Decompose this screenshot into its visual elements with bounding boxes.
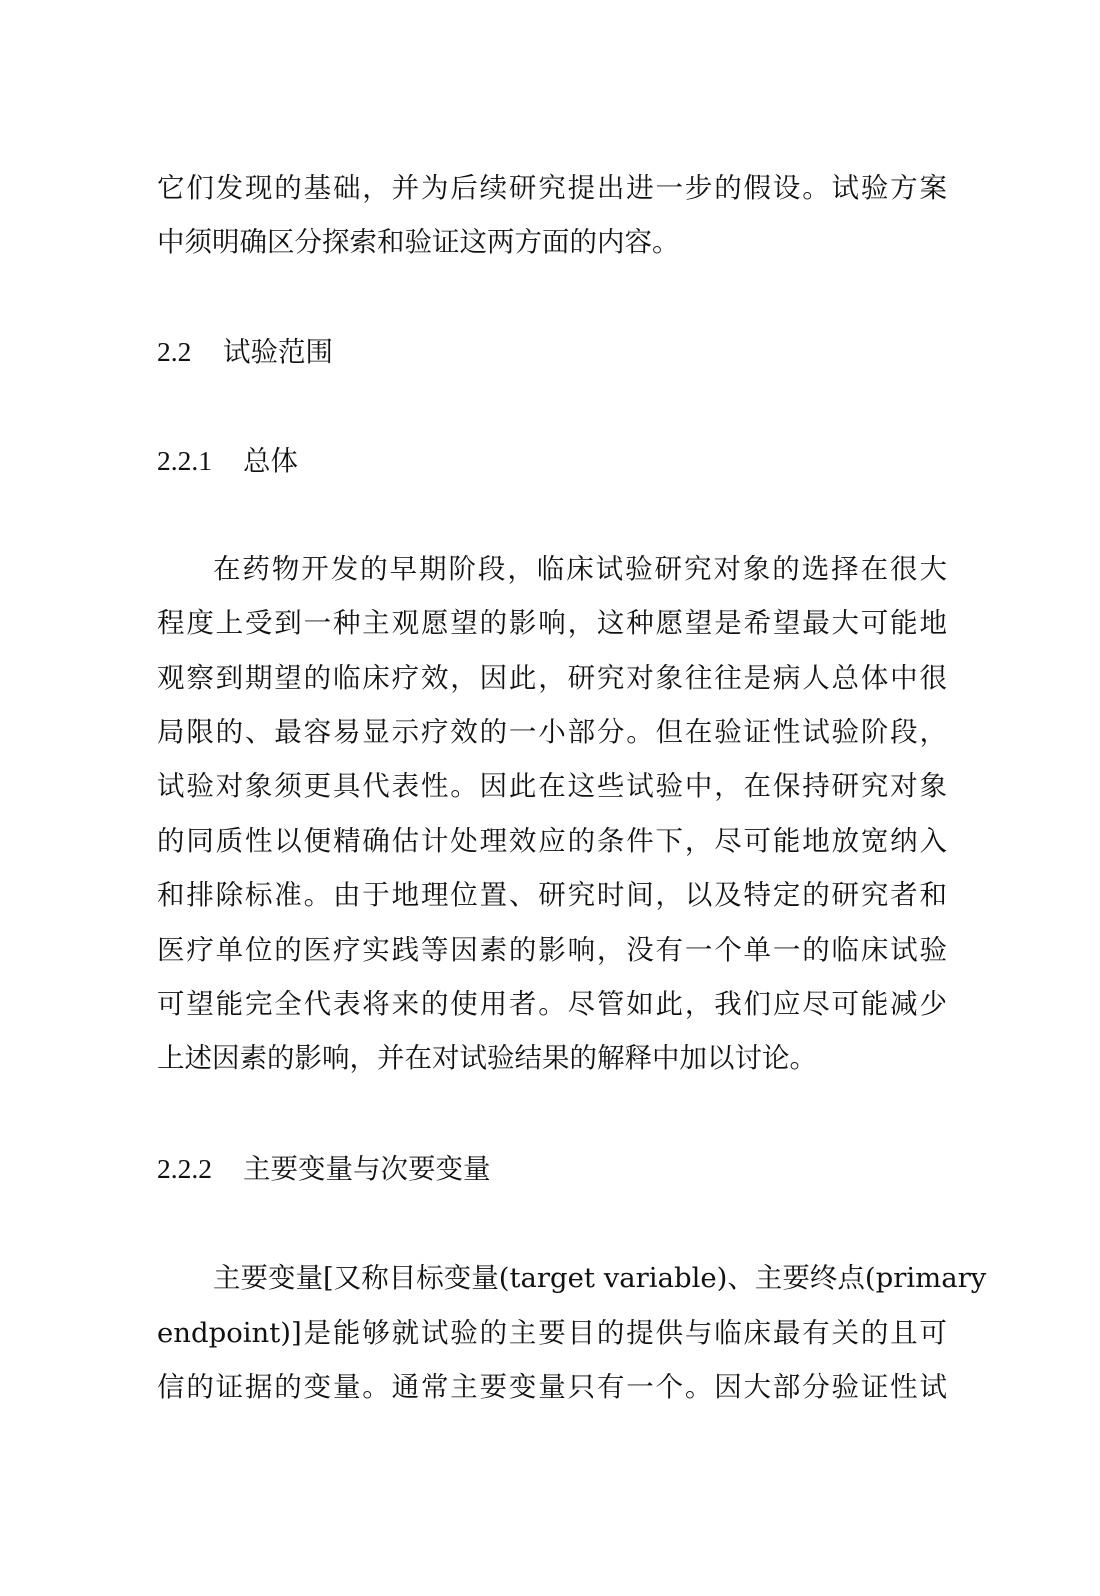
paragraph-2-2-1-line-2: 程度上受到一种主观愿望的影响，这种愿望是希望最大可能地 [157,607,947,639]
intro-line-2: 中须明确区分探索和验证这两方面的内容。 [157,226,680,258]
paragraph-2-2-1-line-5: 试验对象须更具代表性。因此在这些试验中，在保持研究对象 [157,770,947,802]
paragraph-2-2-1-line-10: 上述因素的影响，并在对试验结果的解释中加以讨论。 [157,1042,817,1074]
section-title: 主要变量与次要变量 [243,1153,491,1185]
section-heading-2-2 [157,334,333,370]
paragraph-2-2-2-line-1: 主要变量[又称目标变量(target variable)、主要终点(primary [213,1262,987,1294]
paragraph-2-2-1-line-8: 医疗单位的医疗实践等因素的影响，没有一个单一的临床试验 [157,934,947,966]
paragraph-2-2-1-line-1: 在药物开发的早期阶段，临床试验研究对象的选择在很大 [213,553,947,585]
section-title: 试验范围 [223,336,333,368]
section-heading-2-2-1 [157,443,298,479]
section-number: 2.2.1 [157,445,212,476]
paragraph-2-2-1-line-9: 可望能完全代表将来的使用者。尽管如此，我们应尽可能减少 [157,988,947,1020]
paragraph-2-2-1-line-7: 和排除标准。由于地理位置、研究时间，以及特定的研究者和 [157,879,947,911]
section-heading-2-2-2 [157,1151,491,1187]
paragraph-2-2-1-line-4: 局限的、最容易显示疗效的一小部分。但在验证性试验阶段， [157,716,947,748]
paragraph-2-2-1-line-6: 的同质性以便精确估计处理效应的条件下，尽可能地放宽纳入 [157,825,947,857]
section-title: 总体 [243,445,298,477]
paragraph-2-2-1-line-3: 观察到期望的临床疗效，因此，研究对象往往是病人总体中很 [157,662,947,694]
section-number: 2.2.2 [157,1153,212,1184]
section-number: 2.2 [157,336,192,367]
paragraph-2-2-2-line-2: endpoint)]是能够就试验的主要目的提供与临床最有关的且可 [157,1317,947,1349]
intro-line-1: 它们发现的基础，并为后续研究提出进一步的假设。试验方案 [157,172,947,204]
paragraph-2-2-2-line-3: 信的证据的变量。通常主要变量只有一个。因大部分验证性试 [157,1371,947,1403]
